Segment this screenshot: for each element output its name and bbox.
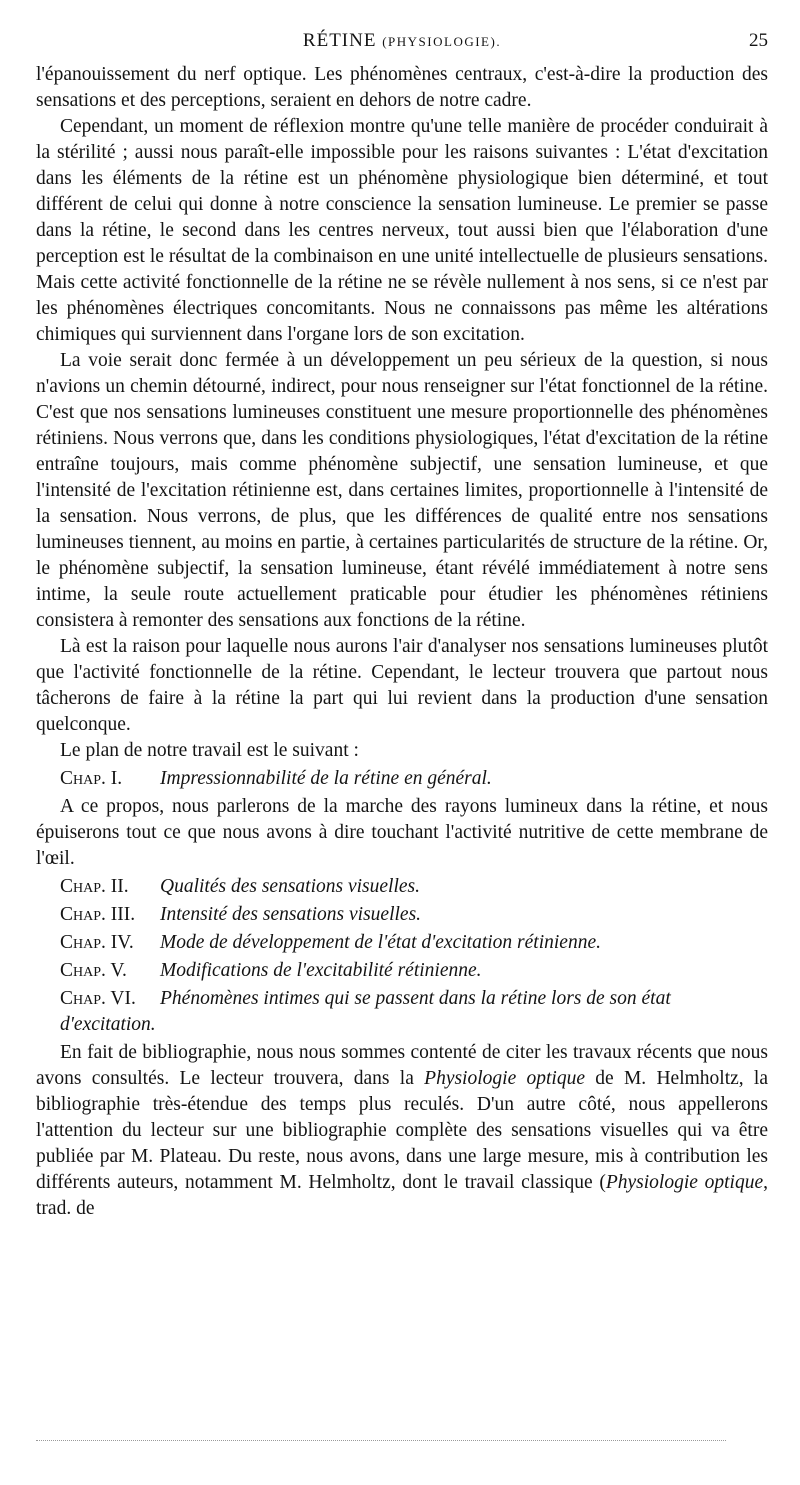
bibliography-text-3: , trad. de <box>36 1172 768 1219</box>
chapter-title: Phénomènes intimes qui se passent dans la rétine lors de son état d'excitation. <box>60 988 671 1035</box>
chapter-item-1 <box>36 766 768 792</box>
paragraph-voie: La voie serait donc fermée à un développement un peu sérieux de la question, si nous n'avions un chemin détourné, indirect, pour nous renseigner sur l'état fonctionnel de la rétine. C'est que nos sensations lumineuses constituent une mesure proportionnelle des phénomènes rétiniens. Nous verrons que, dans les conditions physiologiques, l'état d'excitation de la rétine entraîne toujours, mais comme phénomène subjectif, une sensation lumineuse, et que l'intensité de l'excitation rétinienne est, dans certaines limites, proportionnelle à l'intensité de la sensation. Nous verrons, de plus, que les différences de qualité entre nos sensations lumineuses tiennent, au moins en partie, à certaines particularités de structure de la rétine. Or, le phénomène subjectif, la sensation lumineuse, étant révélé immédiatement à notre sens intime, la seule route actuellement praticable pour étudier les phénomènes rétiniens consistera à remonter des sensations aux fonctions de la rétine. <box>36 350 768 631</box>
chapter-label: Chap. III. <box>60 904 136 925</box>
chapter-item-6 <box>36 986 768 1038</box>
paragraph-continuation: l'épanouissement du nerf optique. Les phénomènes centraux, c'est-à-dire la production des sensations et des perceptions, seraient en dehors de notre cadre. <box>36 64 768 111</box>
running-title-main: RÉTINE <box>302 30 377 51</box>
paragraph-raison: Là est la raison pour laquelle nous aurons l'air d'analyser nos sensations lumineuses plutôt que l'activité fonctionnelle de la rétine. Cependant, le lecteur trouvera que partout nous tâcherons de faire à la rétine la part qui lui revient dans la production d'une sensation quelconque. <box>36 636 768 735</box>
chapter-title: Intensité des sensations visuelles. <box>160 904 422 925</box>
paragraph-plan: Le plan de notre travail est le suivant : <box>60 740 359 761</box>
chapter-label: Chap. V. <box>60 960 127 981</box>
chapter-label: Chap. II. <box>60 876 129 897</box>
chapter-title: Qualités des sensations visuelles. <box>160 876 420 897</box>
chapter-title: Impressionnabilité de la rétine en général. <box>160 768 492 789</box>
body-text <box>36 62 768 1222</box>
bibliography-title-2: Physiologie optique <box>605 1172 764 1193</box>
running-header <box>36 30 768 54</box>
bibliography-title-1: Physiologie optique <box>424 1068 585 1089</box>
paragraph-bibliography <box>36 1040 768 1222</box>
chapter-item-3 <box>36 902 768 928</box>
chapter-label: Chap. I. <box>60 768 123 789</box>
chapter-label: Chap. VI. <box>60 988 136 1009</box>
page-number: 25 <box>749 30 768 51</box>
bibliography-text-1: En fait de bibliographie, nous nous sommes contenté de citer les travaux récents que nous avons consultés. Le lecteur trouvera, dans la <box>36 1042 768 1089</box>
footer-divider <box>36 1440 726 1441</box>
chapter-item-5 <box>36 958 768 984</box>
running-title-sub: (PHYSIOLOGIE). <box>382 34 502 49</box>
chapter-title: Modifications de l'excitabilité rétinienne. <box>160 960 482 981</box>
chapter-label: Chap. IV. <box>60 932 134 953</box>
running-title <box>36 30 768 52</box>
bibliography-text-2: de M. Helmholtz, la bibliographie très-étendue des temps plus reculés. D'un autre côté, nous appellerons l'attention du lecteur sur une bibliographie complète des sensations visuelles qui va être publiée par M. Plateau. Du reste, nous avons, dans une large mesure, mis à contribution les différents auteurs, notamment M. Helmholtz, dont le travail classique ( <box>36 1068 768 1193</box>
paragraph-reflexion: Cependant, un moment de réflexion montre qu'une telle manière de procéder conduirait à la stérilité ; aussi nous paraît-elle impossible pour les raisons suivantes : L'état d'excitation dans les éléments de la rétine est un phénomène physiologique bien déterminé, et tout différent de celui qui donne à notre conscience la sensation lumineuse. Le premier se passe dans la rétine, le second dans les centres nerveux, tout aussi bien que l'élaboration d'une perception est le résultat de la combinaison en une unité intellectuelle de plusieurs sensations. Mais cette activité fonctionnelle de la rétine ne se révèle nullement à nos sens, si ce n'est par les phénomènes électriques concomitants. Nous ne connaissons pas même les altérations chimiques qui surviennent dans l'organe lors de son excitation. <box>36 116 768 345</box>
chapter-title: Mode de développement de l'état d'excitation rétinienne. <box>160 932 601 953</box>
chapter-item-2 <box>36 874 768 900</box>
paragraph-chapter-1-note: A ce propos, nous parlerons de la marche des rayons lumineux dans la rétine, et nous épuiserons tout ce que nous avons à dire touchant l'activité nutritive de cette membrane de l'œil. <box>36 796 768 869</box>
chapter-item-4 <box>36 930 768 956</box>
